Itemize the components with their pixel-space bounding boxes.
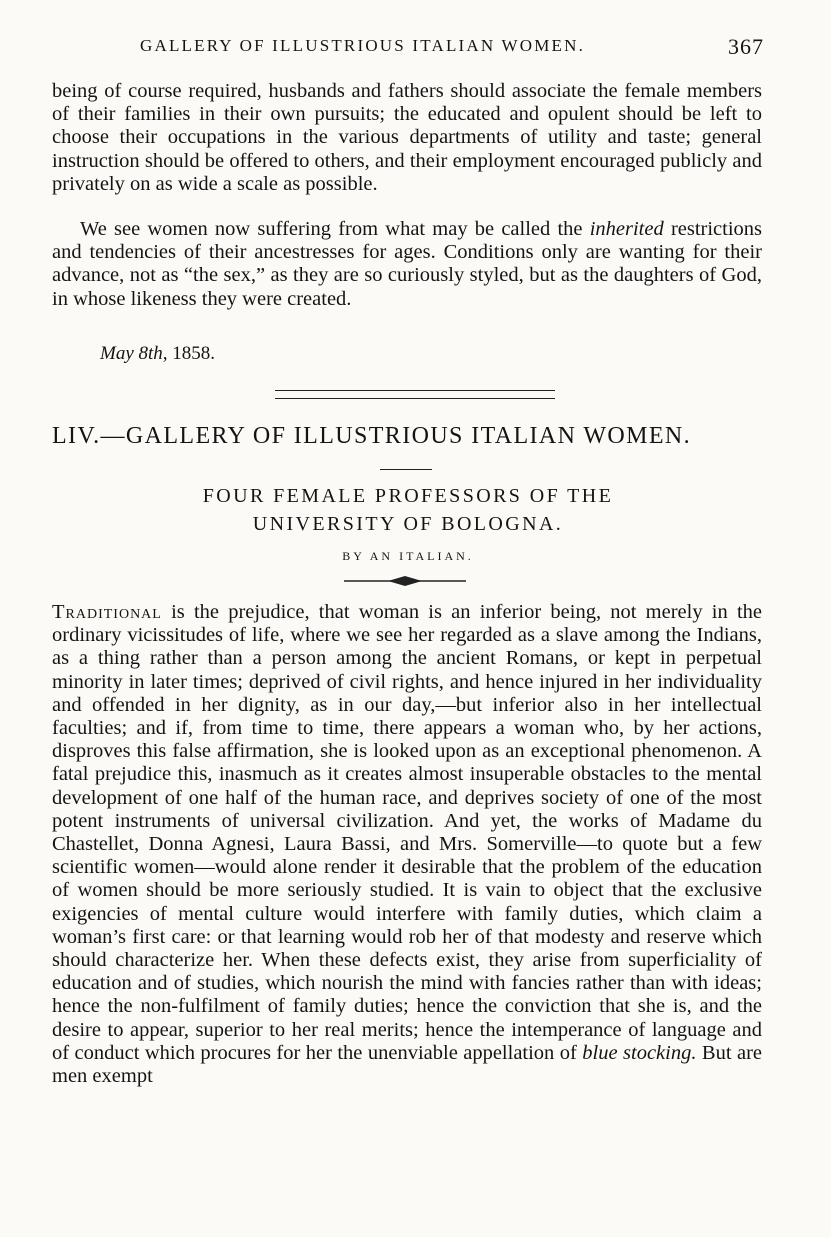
- lead-word: Traditional: [52, 601, 162, 623]
- dateline-year: 1858.: [172, 343, 216, 364]
- heading-rule: [380, 469, 432, 470]
- paragraph-1: being of course required, husbands and fathers should associate the female members of their families in their own pursuits; the educated and opulent should be left to choose their occupations in the various departments of utility and taste; general instruction should be offered to others, and their employment encouraged publicly and privately on as wide a scale as possible.: [52, 80, 762, 195]
- article-subtitle: [52, 482, 764, 538]
- subtitle-line-2: UNIVERSITY OF BOLOGNA.: [252, 513, 564, 535]
- article-body-emphasis: blue stocking.: [582, 1041, 697, 1064]
- byline: BY AN ITALIAN.: [342, 549, 474, 563]
- running-title: GALLERY OF ILLUSTRIOUS ITALIAN WOMEN.: [140, 36, 586, 55]
- paragraph-2-start: We see women now suffering from what may be called the: [80, 218, 583, 240]
- article-body: [52, 601, 762, 1088]
- dateline-month-day: May 8th,: [100, 343, 168, 364]
- article-body-part-2: But are men exempt: [52, 1041, 763, 1088]
- subtitle-line-1: FOUR FEMALE PROFESSORS OF THE: [202, 485, 614, 507]
- dateline: [100, 343, 215, 365]
- running-head: [52, 34, 764, 64]
- paragraph-2: [52, 218, 762, 311]
- article-body-part-1: is the prejudice, that woman is an inferior being, not merely in the ordinary vicissitudes of life, where we see her regarded as a slave among the Indians, as a thing rather than a person among the ancient Romans, or kept in perpetual minority in later times; deprived of civil rights, and hence injured in her individuality and offended in her dignity, as in our day,—but inferior also in her intellectual faculties; and if, from time to time, there appears a woman who, by her actions, disproves this false affirmation, she is looked upon as an exceptional phenomenon. A fatal prejudice this, inasmuch as it creates almost insuperable obstacles to the mental development of one half of the human race, and deprives society of one of the most potent instruments of universal civilization. And yet, the works of Madame du Chastellet, Donna Agnesi, Laura Bassi, and Mrs. Somerville—to quote but a few scientific women—would alone render it desirable that the problem of the education of women should be more seriously studied. It is vain to object that the exclusive exigencies of mental culture would interfere with family duties, which claim a woman’s first care: or that learning would rob her of that modesty and reserve which should characterize her. When these defects exist, they arise from superficiality of education and of studies, which nourish the mind with fancies rather than with ideas; hence the non-fulfilment of family duties; hence the conviction that she is, and the desire to appear, superior to her real merits; hence the intemperance of language and of conduct which procures for her the unenviable appellation of: [52, 601, 763, 1064]
- page-number: 367: [728, 34, 764, 59]
- ornament-rule-icon: [342, 574, 468, 588]
- section-divider: [275, 390, 555, 399]
- paragraph-2-emphasis: inherited: [589, 218, 664, 240]
- article-heading: LIV.—GALLERY OF ILLUSTRIOUS ITALIAN WOMEN.: [52, 423, 692, 449]
- paragraph-2-rest: restrictions and tendencies of their ancestresses for ages. Conditions only are wanting for their advance, not as “the sex,” as they are so curiously styled, but as the daughters of God, in whose likeness they were created.: [52, 218, 763, 310]
